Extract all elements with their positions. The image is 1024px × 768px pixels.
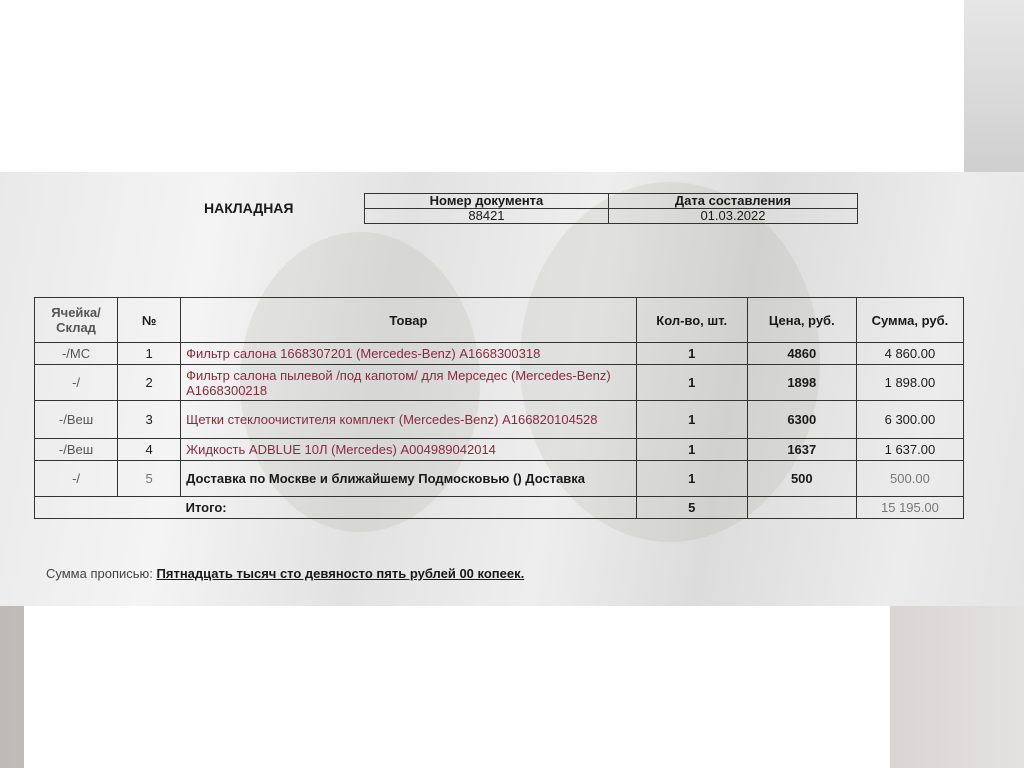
row-price: 1898 [747,365,856,401]
row-storage: -/МС [35,343,118,365]
row-sum: 1 898.00 [856,365,963,401]
row-sum: 500.00 [856,461,963,497]
document-header-table [364,193,858,224]
total-label: Итого: [181,497,636,519]
total-sum: 15 195.00 [856,497,963,519]
row-item: Фильтр салона 1668307201 (Mercedes-Benz) A1668300318 [181,343,636,365]
table-row [35,439,964,461]
row-qty: 1 [636,439,747,461]
doc-number-value: 88421 [365,209,609,224]
row-qty: 1 [636,461,747,497]
row-qty: 1 [636,365,747,401]
header-cell-sum: Сумма, руб. [856,298,963,343]
total-price-empty [747,497,856,519]
row-qty: 1 [636,401,747,439]
table-row [35,461,964,497]
table-row [35,343,964,365]
row-num: 1 [118,343,181,365]
row-item: Доставка по Москве и ближайшему Подмосковью () Доставка [181,461,636,497]
background-strip [964,0,1024,172]
total-empty [35,497,118,519]
header-cell-num: № [118,298,181,343]
table-header-row [35,298,964,343]
row-item: Жидкость ADBLUE 10Л (Mercedes) A004989042014 [181,439,636,461]
row-storage: -/ [35,461,118,497]
amount-in-words-text: Пятнадцать тысяч сто девяносто пять рублей 00 копеек. [156,566,525,581]
row-price: 500 [747,461,856,497]
header-cell-qty: Кол-во, шт. [636,298,747,343]
row-price: 6300 [747,401,856,439]
redacted-area-bottom [24,606,890,768]
row-num: 2 [118,365,181,401]
row-storage: -/Веш [35,439,118,461]
header-cell-storage: Ячейка/ Склад [35,298,118,343]
amount-in-words-label: Сумма прописью: [46,566,153,581]
date-value: 01.03.2022 [608,209,857,224]
row-storage: -/Веш [35,401,118,439]
row-sum: 4 860.00 [856,343,963,365]
row-num: 3 [118,401,181,439]
row-item: Щетки стеклоочистителя комплект (Mercedes-Benz) A166820104528 [181,401,636,439]
row-price: 4860 [747,343,856,365]
header-cell-item: Товар [181,298,636,343]
row-price: 1637 [747,439,856,461]
amount-in-words [46,566,524,581]
doc-number-label: Номер документа [365,194,609,209]
redacted-area-top [0,0,964,172]
table-row [35,365,964,401]
row-storage: -/ [35,365,118,401]
document-title: НАКЛАДНАЯ [204,200,294,216]
items-table [34,297,964,519]
table-row [35,401,964,439]
row-sum: 1 637.00 [856,439,963,461]
row-item: Фильтр салона пылевой /под капотом/ для Мерседес (Mercedes-Benz) A1668300218 [181,365,636,401]
date-label: Дата составления [608,194,857,209]
total-qty: 5 [636,497,747,519]
total-row [35,497,964,519]
row-sum: 6 300.00 [856,401,963,439]
header-cell-price: Цена, руб. [747,298,856,343]
row-qty: 1 [636,343,747,365]
row-num: 5 [118,461,181,497]
total-empty [118,497,181,519]
row-num: 4 [118,439,181,461]
